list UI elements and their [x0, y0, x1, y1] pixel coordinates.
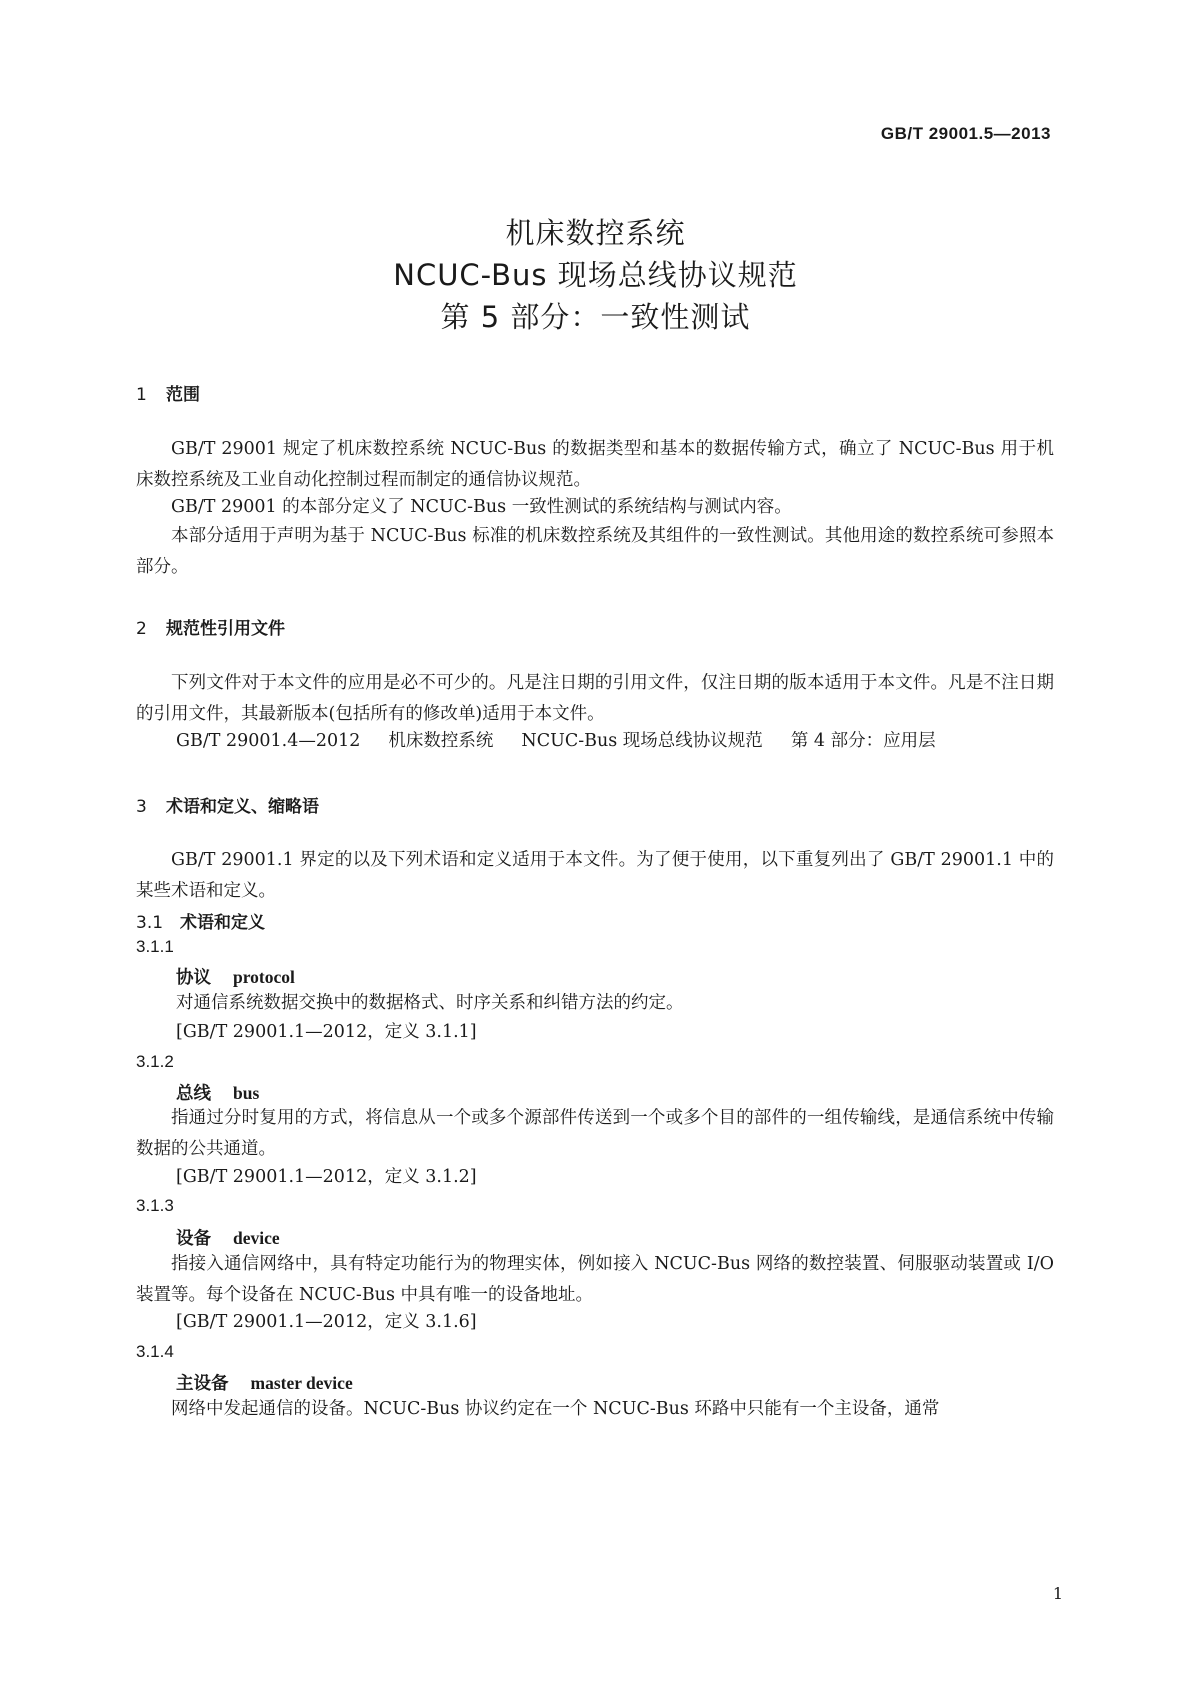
- term-en: bus: [233, 1083, 260, 1103]
- reference-title-c: 第 4 部分：应用层: [790, 731, 936, 751]
- term-heading: [176, 1370, 353, 1395]
- term-cn: 主设备: [176, 1374, 229, 1394]
- section-3-title: 术语和定义、缩略语: [166, 797, 319, 817]
- reference-title-b: NCUC-Bus 现场总线协议规范: [521, 731, 763, 751]
- term-number: 3.1.3: [136, 1196, 174, 1215]
- document-title: [0, 212, 1191, 338]
- section-1-heading: [136, 380, 200, 405]
- section-2-title: 规范性引用文件: [166, 619, 285, 639]
- section-1-paragraph-2: GB/T 29001 的本部分定义了 NCUC-Bus 一致性测试的系统结构与测试内容。: [171, 497, 792, 517]
- term-definition: 网络中发起通信的设备。NCUC-Bus 协议约定在一个 NCUC-Bus 环路中只能有一个主设备，通常: [171, 1399, 940, 1419]
- section-1-number: 1: [136, 385, 147, 405]
- section-3-paragraph-1: GB/T 29001.1 界定的以及下列术语和定义适用于本文件。为了便于使用，以下重复列出了 GB/T 29001.1 中的某些术语和定义。: [136, 850, 1054, 901]
- term-en: protocol: [233, 967, 295, 987]
- reference-code: GB/T 29001.4—2012: [176, 731, 361, 751]
- subsection-3-1-number: 3.1: [136, 913, 164, 933]
- term-definition: 对通信系统数据交换中的数据格式、时序关系和纠错方法的约定。: [176, 993, 684, 1013]
- term-heading: [176, 1225, 280, 1250]
- section-2-paragraph-1: 下列文件对于本文件的应用是必不可少的。凡是注日期的引用文件，仅注日期的版本适用于本文件。凡是不注日期的引用文件，其最新版本(包括所有的修改单)适用于本文件。: [136, 673, 1054, 724]
- term-cn: 设备: [176, 1229, 211, 1249]
- standard-code: GB/T 29001.5—2013: [880, 124, 1051, 143]
- term-heading: [176, 1080, 259, 1105]
- term-source: [GB/T 29001.1—2012，定义 3.1.1]: [176, 1022, 477, 1042]
- section-3-heading: [136, 792, 319, 817]
- section-3-number: 3: [136, 797, 147, 817]
- term-cn: 总线: [176, 1084, 211, 1104]
- term-number: 3.1.4: [136, 1342, 174, 1361]
- term-definition: 指接入通信网络中，具有特定功能行为的物理实体，例如接入 NCUC-Bus 网络的数控装置、伺服驱动装置或 I/O 装置等。每个设备在 NCUC-Bus 中具有唯一的设备地址。: [136, 1254, 1054, 1305]
- reference-title-a: 机床数控系统: [388, 731, 494, 751]
- normative-reference: [176, 726, 936, 757]
- term-heading: [176, 964, 295, 989]
- term-definition: 指通过分时复用的方式，将信息从一个或多个源部件传送到一个或多个目的部件的一组传输线，是通信系统中传输数据的公共通道。: [136, 1108, 1054, 1159]
- subsection-3-1-title: 术语和定义: [180, 913, 265, 933]
- term-en: master device: [250, 1373, 353, 1393]
- term-en: device: [233, 1228, 280, 1248]
- title-line-3: 第 5 部分：一致性测试: [440, 300, 751, 334]
- term-source: [GB/T 29001.1—2012，定义 3.1.6]: [176, 1312, 477, 1332]
- section-2-heading: [136, 614, 285, 639]
- section-1-title: 范围: [166, 385, 200, 405]
- term-source: [GB/T 29001.1—2012，定义 3.1.2]: [176, 1167, 477, 1187]
- section-2-number: 2: [136, 619, 147, 639]
- page-number: 1: [1052, 1584, 1063, 1603]
- section-1-paragraph-3: 本部分适用于声明为基于 NCUC-Bus 标准的机床数控系统及其组件的一致性测试。其他用途的数控系统可参照本部分。: [136, 526, 1054, 577]
- section-1-paragraph-1: GB/T 29001 规定了机床数控系统 NCUC-Bus 的数据类型和基本的数据传输方式，确立了 NCUC-Bus 用于机床数控系统及工业自动化控制过程而制定的通信协议规范。: [136, 439, 1054, 490]
- term-cn: 协议: [176, 968, 211, 988]
- title-line-1: 机床数控系统: [505, 216, 686, 250]
- subsection-3-1-heading: [136, 908, 265, 933]
- title-line-2: NCUC-Bus 现场总线协议规范: [393, 258, 798, 292]
- term-number: 3.1.1: [136, 937, 174, 956]
- term-number: 3.1.2: [136, 1052, 174, 1071]
